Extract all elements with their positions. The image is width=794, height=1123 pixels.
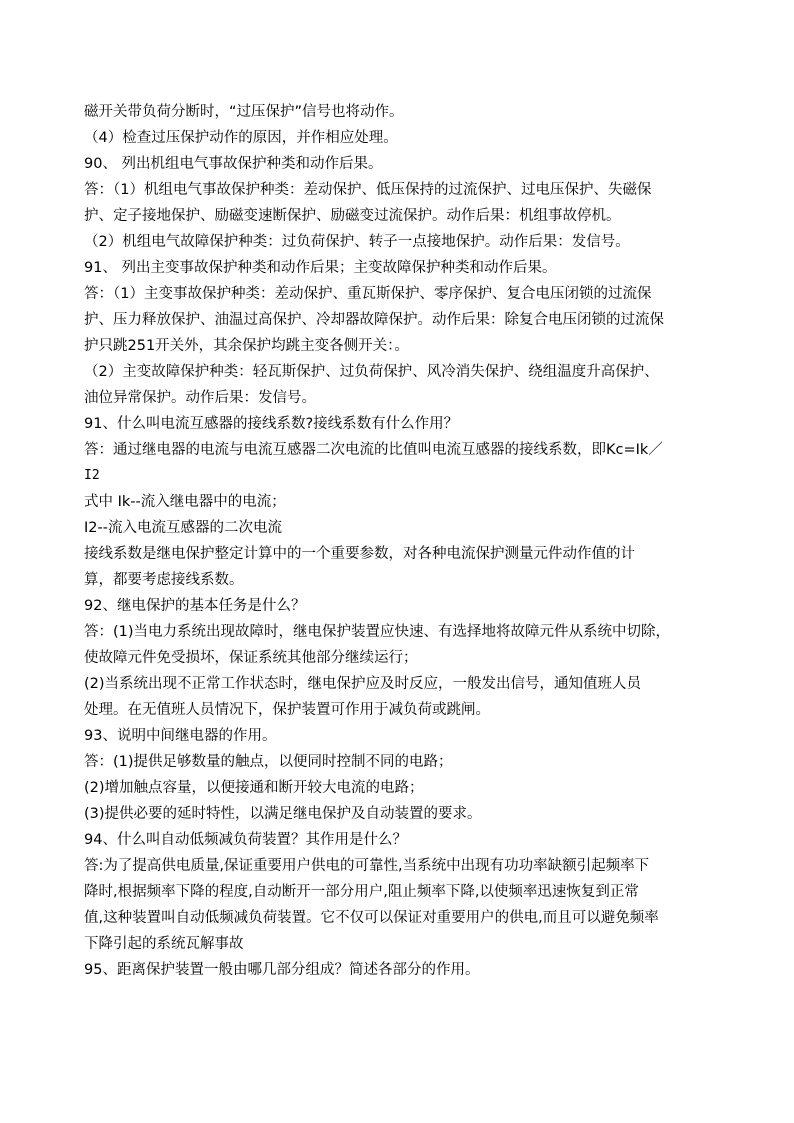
text-line: 式中 Ik--流入继电器中的电流； [84, 494, 286, 510]
text-line: 答：（1）主变事故保护种类：差动保护、重瓦斯保护、零序保护、复合电压闭锁的过流保 [84, 286, 652, 302]
question-91b-title: 91、什么叫电流互感器的接线系数?接线系数有什么作用？ [84, 416, 459, 432]
text-line: I2--流入电流互感器的二次电流 [84, 520, 282, 536]
text-line: 护只跳251开关外，其余保护均跳主变各侧开关：。 [84, 338, 409, 354]
text-line: 油位异常保护。动作后果：发信号。 [84, 390, 316, 406]
question-95-title: 95、距离保护装置一般由哪几部分组成？简述各部分的作用。 [84, 962, 480, 978]
text-line: I2 [84, 468, 100, 483]
question-92-title: 92、继电保护的基本任务是什么？ [84, 598, 306, 614]
text-line: (2)增加触点容量，以便接通和断开较大电流的电路； [84, 780, 424, 796]
text-line: 值,这种装置叫自动低频减负荷装置。它不仅可以保证对重要用户的供电,而且可以避免频率 [84, 910, 659, 926]
text-line: （2）主变故障保护种类：轻瓦斯保护、过负荷保护、风冷消失保护、绕组温度升高保护、 [84, 364, 659, 380]
text-line: 下降引起的系统瓦解事故 [84, 936, 244, 952]
question-93-title: 93、说明中间继电器的作用。 [84, 728, 277, 744]
text-line: 接线系数是继电保护整定计算中的一个重要参数，对各种电流保护测量元件动作值的计 [84, 546, 635, 562]
question-90-title: 90、 列出机组电气事故保护种类和动作后果。 [84, 156, 383, 172]
text-line: 算，都要考虑接线系数。 [84, 572, 244, 588]
text-line: 答：通过继电器的电流与电流互感器二次电流的比值叫电流互感器的接线系数，即Kc=Ik／ [84, 442, 663, 458]
text-line: （2）机组电气故障保护种类：过负荷保护、转子一点接地保护。动作后果：发信号。 [84, 234, 630, 250]
text-line: (3)提供必要的延时特性，以满足继电保护及自动装置的要求。 [84, 806, 482, 822]
text-line: 降时,根据频率下降的程度,自动断开一部分用户,阻止频率下降,以使频率迅速恢复到正常 [84, 884, 639, 900]
text-line: （4）检查过压保护动作的原因，并作相应处理。 [84, 130, 398, 146]
question-94-title: 94、什么叫自动低频减负荷装置？其作用是什么？ [84, 832, 407, 848]
text-line: 处理。在无值班人员情况下，保护装置可作用于减负荷或跳闸。 [84, 702, 490, 718]
text-line: 答：(1)提供足够数量的触点，以便同时控制不同的电路； [84, 754, 453, 770]
text-line: 护、定子接地保护、励磁变速断保护、励磁变过流保护。动作后果：机组事故停机。 [84, 208, 621, 224]
text-line: 答:为了提高供电质量,保证重要用户供电的可靠性,当系统中出现有功功率缺额引起频率下 [84, 858, 650, 874]
question-91-title: 91、 列出主变事故保护种类和动作后果；主变故障保护种类和动作后果。 [84, 260, 557, 276]
text-line: 护、压力释放保护、油温过高保护、冷却器故障保护。动作后果：除复合电压闭锁的过流保 [84, 312, 664, 328]
text-line: 磁开关带负荷分断时，“过压保护”信号也将动作。 [84, 104, 404, 120]
text-line: 答：(1)当电力系统出现故障时，继电保护装置应快速、有选择地将故障元件从系统中切除， [84, 624, 671, 640]
text-line: 使故障元件免受损坏，保证系统其他部分继续运行； [84, 650, 418, 666]
text-line: (2)当系统出现不正常工作状态时，继电保护应及时反应，一般发出信号，通知值班人员 [84, 676, 642, 692]
text-line: 答：（1）机组电气事故保护种类：差动保护、低压保持的过流保护、过电压保护、失磁保 [84, 182, 652, 198]
